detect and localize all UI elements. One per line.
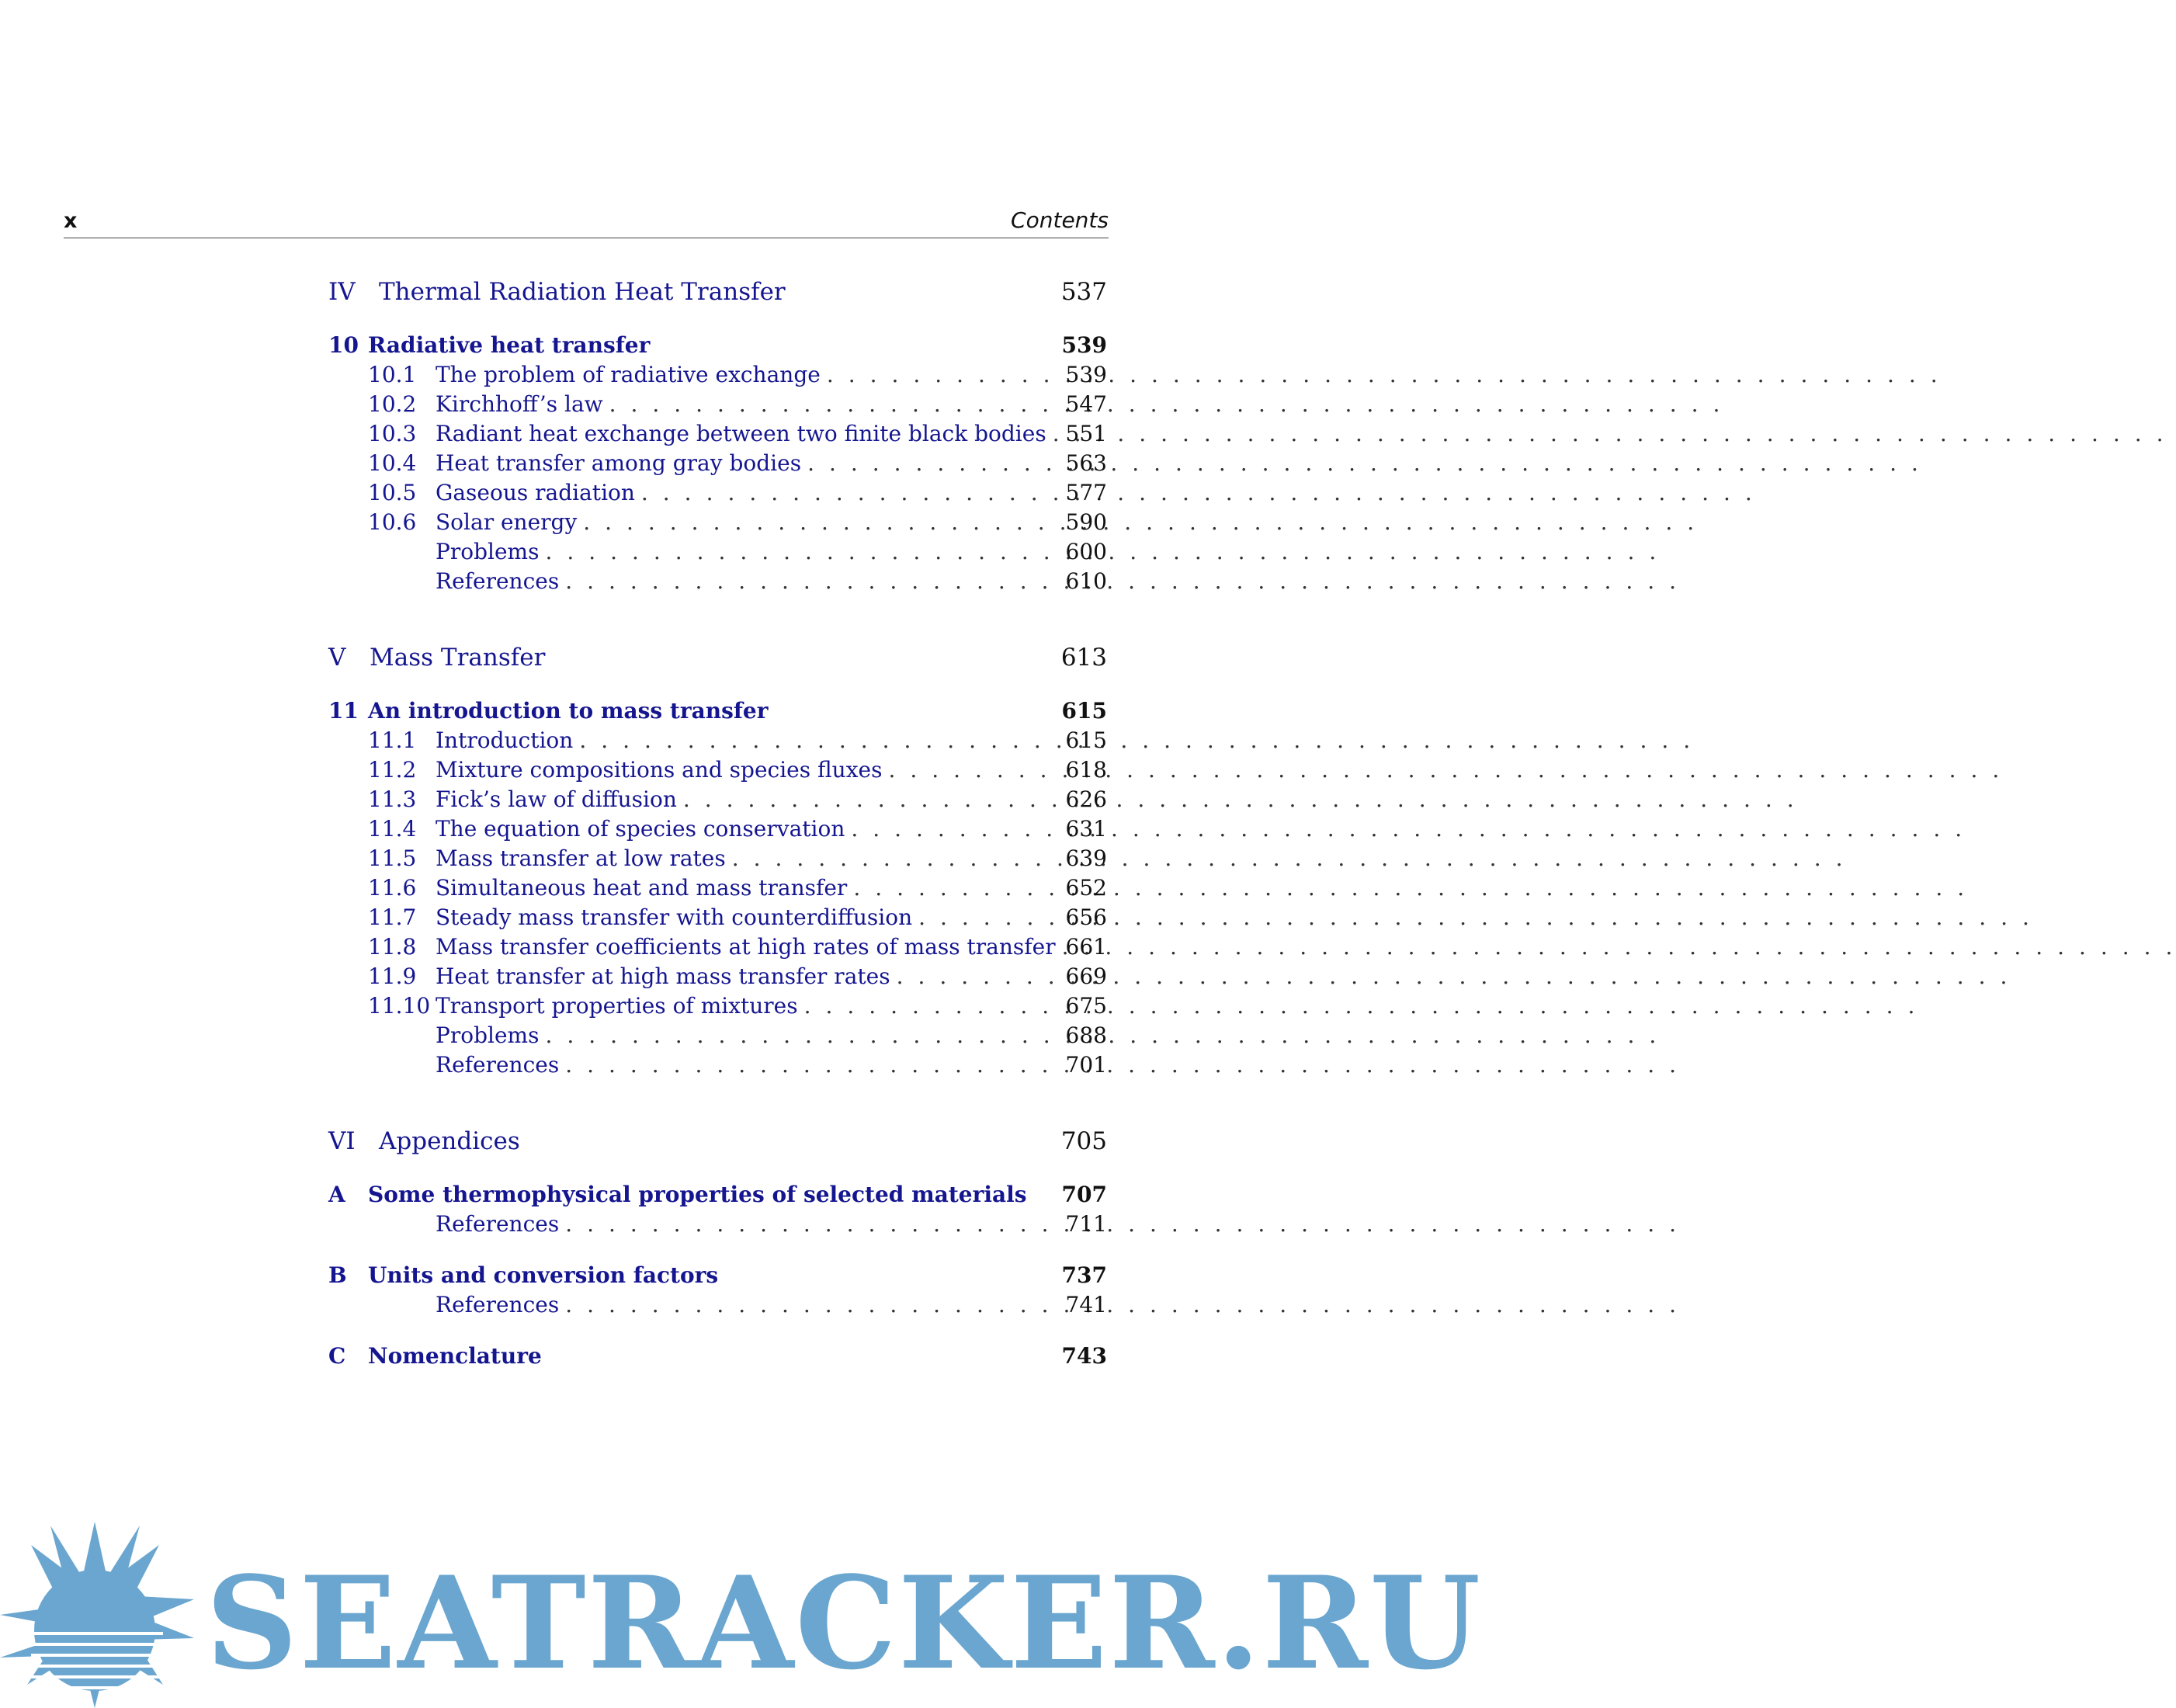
section-number: 11.1 — [368, 727, 417, 753]
part-number: VI — [328, 1127, 356, 1155]
section-title: References — [436, 1052, 560, 1078]
page-ref: 547 — [1065, 391, 1107, 417]
page-ref: 669 — [1065, 963, 1107, 989]
page-ref: 539 — [1061, 332, 1107, 358]
page-ref: 661 — [1065, 934, 1107, 960]
toc-section-11-4[interactable] — [328, 816, 1107, 844]
page-ref: 688 — [1065, 1022, 1107, 1048]
page-ref: 737 — [1061, 1262, 1107, 1288]
section-title: Simultaneous heat and mass transfer — [436, 875, 848, 901]
page-ref: 652 — [1065, 875, 1107, 901]
toc-section-10-2[interactable] — [328, 391, 1107, 419]
chapter-title: Radiative heat transfer — [368, 332, 651, 358]
section-number: 11.8 — [368, 934, 417, 960]
section-title: Fick’s law of diffusion — [436, 786, 677, 812]
chapter-number: 11 — [328, 698, 359, 724]
running-title: Contents — [1011, 207, 1109, 233]
section-title: Heat transfer at high mass transfer rates — [436, 963, 890, 989]
page-ref: 743 — [1061, 1343, 1107, 1369]
toc-section-10-5[interactable] — [328, 480, 1107, 508]
dot-leader — [882, 757, 2003, 783]
dot-leader — [726, 845, 1847, 871]
page-ref: 701 — [1065, 1052, 1107, 1078]
section-title: Solar energy — [436, 509, 578, 535]
page-ref: 551 — [1065, 421, 1107, 446]
dot-leader — [1046, 421, 2167, 446]
toc-section-11-8[interactable] — [328, 934, 1107, 962]
section-number: 11.3 — [368, 786, 417, 812]
toc-appendix-a[interactable] — [328, 1182, 1107, 1210]
dot-leader — [573, 727, 1694, 753]
page-number: x — [64, 209, 78, 233]
toc-references-a[interactable] — [328, 1211, 1107, 1239]
toc-problems-10[interactable] — [328, 539, 1107, 567]
section-number: 11.5 — [368, 845, 417, 871]
appendix-letter: A — [328, 1182, 345, 1207]
watermark-text: SEATRACKER.RU — [206, 1548, 1483, 1698]
part-title: Mass Transfer — [370, 644, 546, 672]
page-ref: 610 — [1065, 568, 1107, 594]
page-ref: 537 — [1060, 278, 1107, 306]
page-ref: 711 — [1065, 1211, 1107, 1237]
page-ref: 615 — [1061, 698, 1107, 724]
appendix-title: Nomenclature — [368, 1343, 542, 1369]
toc-section-10-3[interactable] — [328, 421, 1107, 449]
section-number: 10.2 — [368, 391, 417, 417]
part-number: IV — [328, 278, 356, 306]
toc-section-11-3[interactable] — [328, 786, 1107, 814]
page-ref: 563 — [1065, 450, 1107, 476]
toc-references-b[interactable] — [328, 1292, 1107, 1320]
page-ref: 615 — [1065, 727, 1107, 753]
toc-section-11-10[interactable] — [328, 993, 1107, 1021]
dot-leader — [559, 568, 1680, 594]
section-number: 11.7 — [368, 904, 417, 930]
page-ref: 618 — [1065, 757, 1107, 783]
toc-appendix-b[interactable] — [328, 1262, 1107, 1290]
toc-part-vi[interactable] — [328, 1127, 1107, 1158]
toc-section-10-1[interactable] — [328, 362, 1107, 390]
page-ref: 705 — [1060, 1127, 1107, 1155]
page-ref: 639 — [1065, 845, 1107, 871]
dot-leader — [603, 391, 1724, 417]
table-of-contents — [328, 0, 1107, 1397]
section-title: Gaseous radiation — [436, 480, 635, 505]
toc-part-iv[interactable] — [328, 278, 1107, 309]
dot-leader — [801, 450, 1922, 476]
page-ref: 631 — [1065, 816, 1107, 842]
toc-section-11-5[interactable] — [328, 845, 1107, 873]
dot-leader — [798, 993, 1919, 1019]
toc-chapter-11[interactable] — [328, 698, 1107, 726]
toc-section-11-2[interactable] — [328, 757, 1107, 785]
section-title: Mass transfer coefficients at high rates of mass transfer — [436, 934, 1056, 960]
toc-problems-11[interactable] — [328, 1022, 1107, 1050]
part-title: Thermal Radiation Heat Transfer — [379, 278, 786, 306]
section-title: Heat transfer among gray bodies — [436, 450, 802, 476]
page-ref: 656 — [1065, 904, 1107, 930]
section-title: References — [436, 1292, 560, 1317]
appendix-title: Units and conversion factors — [368, 1262, 719, 1288]
toc-references-11[interactable] — [328, 1052, 1107, 1080]
toc-section-11-1[interactable] — [328, 727, 1107, 755]
section-title: Steady mass transfer with counterdiffusion — [436, 904, 913, 930]
section-number: 11.6 — [368, 875, 417, 901]
appendix-title: Some thermophysical properties of selected materials — [368, 1182, 1027, 1207]
page-ref: 626 — [1065, 786, 1107, 812]
page-ref: 741 — [1065, 1292, 1107, 1317]
dot-leader — [559, 1052, 1680, 1078]
page-ref: 590 — [1065, 509, 1107, 535]
section-title: Transport properties of mixtures — [436, 993, 798, 1019]
dot-leader — [890, 963, 2011, 989]
section-number: 10.6 — [368, 509, 417, 535]
section-title: Introduction — [436, 727, 574, 753]
section-title: References — [436, 568, 560, 594]
dot-leader — [635, 480, 1756, 505]
toc-section-11-9[interactable] — [328, 963, 1107, 991]
dot-leader — [677, 786, 1798, 812]
section-number: 11.10 — [368, 993, 431, 1019]
dot-leader — [577, 509, 1698, 535]
section-number: 10.1 — [368, 362, 417, 387]
toc-section-11-7[interactable] — [328, 904, 1107, 932]
page-ref: 707 — [1061, 1182, 1107, 1207]
toc-chapter-10[interactable] — [328, 332, 1107, 360]
section-title: Problems — [436, 1022, 540, 1048]
section-number: 10.5 — [368, 480, 417, 505]
section-title: Mixture compositions and species fluxes — [436, 757, 883, 783]
section-title: The equation of species conservation — [436, 816, 845, 842]
dot-leader — [845, 816, 1966, 842]
section-title: Kirchhoff’s law — [436, 391, 603, 417]
part-number: V — [328, 644, 346, 672]
toc-part-v[interactable] — [328, 644, 1107, 675]
toc-section-10-6[interactable] — [328, 509, 1107, 537]
toc-references-10[interactable] — [328, 568, 1107, 596]
section-title: Problems — [436, 539, 540, 564]
page-ref: 600 — [1065, 539, 1107, 564]
chapter-title: An introduction to mass transfer — [368, 698, 769, 724]
section-number: 10.3 — [368, 421, 417, 446]
page-ref: 539 — [1065, 362, 1107, 387]
chapter-number: 10 — [328, 332, 359, 358]
section-title: The problem of radiative exchange — [436, 362, 821, 387]
toc-section-11-6[interactable] — [328, 875, 1107, 903]
page-ref: 675 — [1065, 993, 1107, 1019]
dot-leader — [1056, 934, 2176, 960]
section-title: References — [436, 1211, 560, 1237]
section-title: Mass transfer at low rates — [436, 845, 726, 871]
section-number: 11.2 — [368, 757, 417, 783]
dot-leader — [847, 875, 1968, 901]
dot-leader — [559, 1292, 1680, 1317]
page-ref: 613 — [1060, 644, 1107, 672]
appendix-letter: C — [328, 1343, 346, 1369]
part-title: Appendices — [379, 1127, 520, 1155]
toc-appendix-c[interactable] — [328, 1343, 1107, 1371]
section-title: Radiant heat exchange between two finite black bodies — [436, 421, 1046, 446]
section-number: 11.4 — [368, 816, 417, 842]
page-ref: 577 — [1065, 480, 1107, 505]
dot-leader — [559, 1211, 1680, 1237]
toc-section-10-4[interactable] — [328, 450, 1107, 478]
section-number: 11.9 — [368, 963, 417, 989]
dot-leader — [821, 362, 1942, 387]
section-number: 10.4 — [368, 450, 417, 476]
appendix-letter: B — [328, 1262, 347, 1288]
